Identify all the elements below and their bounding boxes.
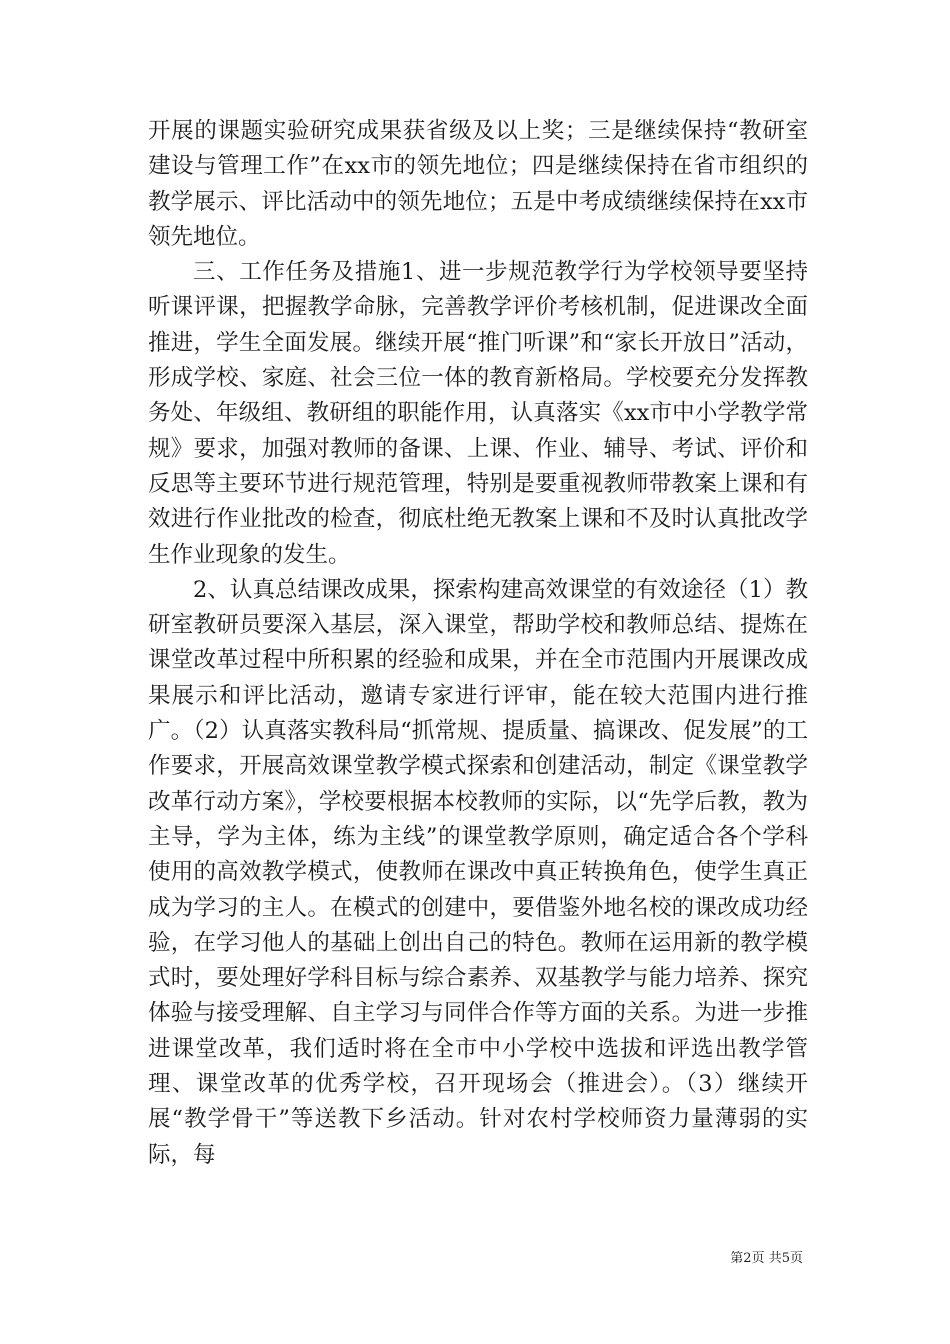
paragraph-curriculum-reform: 2、认真总结课改成果，探索构建高效课堂的有效途径（1）教研室教研员要深入基层，深入课堂，帮助学校和教师总结、提炼在课堂改革过程中所积累的经验和成果，并在全市范围内开展课改成果展示和评比活动，邀请专家进行评审，能在较大范围内进行推广。（2）认真落实教科局“抓常规、提质量、搞课改、促发展”的工作要求，开展高效课堂教学模式探索和创建活动，制定《课堂教学改革行动方案》，学校要根据本校教师的实际，以“先学后教，教为主导，学为主体，练为主线”的课堂教学原则，确定适合各个学科使用的高效教学模式，使教师在课改中真正转换角色，使学生真正成为学习的主人。在模式的创建中，要借鉴外地名校的课改成功经验，在学习他人的基础上创出自己的特色。教师在运用新的教学模式时，要处理好学科目标与综合素养、双基教学与能力培养、探究体验与接受理解、自主学习与同伴合作等方面的关系。为进一步推进课堂改革，我们适时将在全市中小学校中选拔和评选出教学管理、课堂改革的优秀学校，召开现场会（推进会）。（3）继续开展“教学骨干”等送教下乡活动。针对农村学校师资力量薄弱的实际，每 — [148, 576, 808, 1168]
total-pages-number: 5 — [781, 1251, 790, 1266]
page-prefix: 第 — [730, 1251, 744, 1266]
page-middle: 页 共 — [751, 1251, 782, 1266]
paragraph-work-tasks: 三、工作任务及措施1、进一步规范教学行为学校领导要坚持听课评课，把握教学命脉，完善教学评价考核机制，促进课改全面推进，学生全面发展。继续开展“推门听课”和“家长开放日”活动，形成学校、家庭、社会三位一体的教育新格局。学校要充分发挥教务处、年级组、教研组的职能作用，认真落实《xx市中小学教学常规》要求，加强对教师的备课、上课、作业、辅导、考试、评价和反思等主要环节进行规范管理，特别是要重视教师带教案上课和有效进行作业批改的检查，彻底杜绝无教案上课和不及时认真批改学生作业现象的发生。 — [148, 259, 808, 568]
document-body — [148, 114, 808, 1173]
current-page-number: 2 — [743, 1251, 752, 1266]
paragraph-continuation: 开展的课题实验研究成果获省级及以上奖；三是继续保持“教研室建设与管理工作”在xx市的领先地位；四是继续保持在省市组织的教学展示、评比活动中的领先地位；五是中考成绩继续保持在xx市领先地位。 — [148, 118, 808, 250]
page-suffix: 页 — [789, 1251, 803, 1266]
page-number-footer — [730, 1247, 803, 1266]
